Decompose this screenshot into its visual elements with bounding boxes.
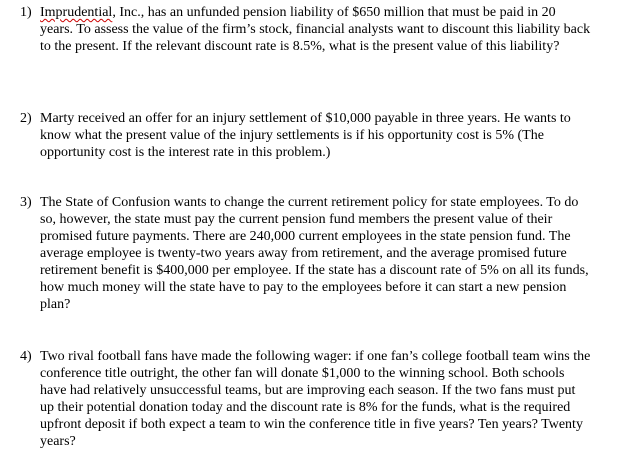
question-text [40,4,592,55]
spellcheck-misspelled-word[interactable]: Imprudential [40,5,113,20]
question-number: 3) [20,195,32,210]
question-text: Marty received an offer for an injury settlement of $10,000 payable in three years. He wants to know what the present value of the injury settlements is if his opportunity cost is 5% (The opportunity cost is the interest rate in this problem.) [40,111,571,160]
question-number: 4) [20,349,32,364]
question-text: Two rival football fans have made the following wager: if one fan’s college football team wins the conference title outright, the other fan will donate $1,000 to the winning school. Both schools have had relatively unsuccessful teams, but are improving each season. If the two fans must put up their potential donation today and the discount rate is 8% for the funds, what is the required upfront deposit if both expect a team to win the conference title in five years? Ten years? Twenty years? [40,349,591,449]
question-number: 1) [20,5,32,20]
question-number: 2) [20,111,32,126]
question-text: The State of Confusion wants to change the current retirement policy for state employees. To do so, however, the state must pay the current pension fund members the present value of their promised future payments. There are 240,000 current employees in the state pension fund. The average employee is twenty-two years away from retirement, and the average promised future retirement benefit is $400,000 per employee. If the state has a discount rate of 5% on all its funds, how much money will the state have to pay to the employees before it can start a new pension plan? [40,195,589,312]
question-text-rest: , Inc., has an unfunded pension liability of $650 million that must be paid in 20 years. To assess the value of the firm’s stock, financial analysts want to discount this liability back to the present. If the relevant discount rate is 8.5%, what is the present value of this liability? [40,5,591,54]
